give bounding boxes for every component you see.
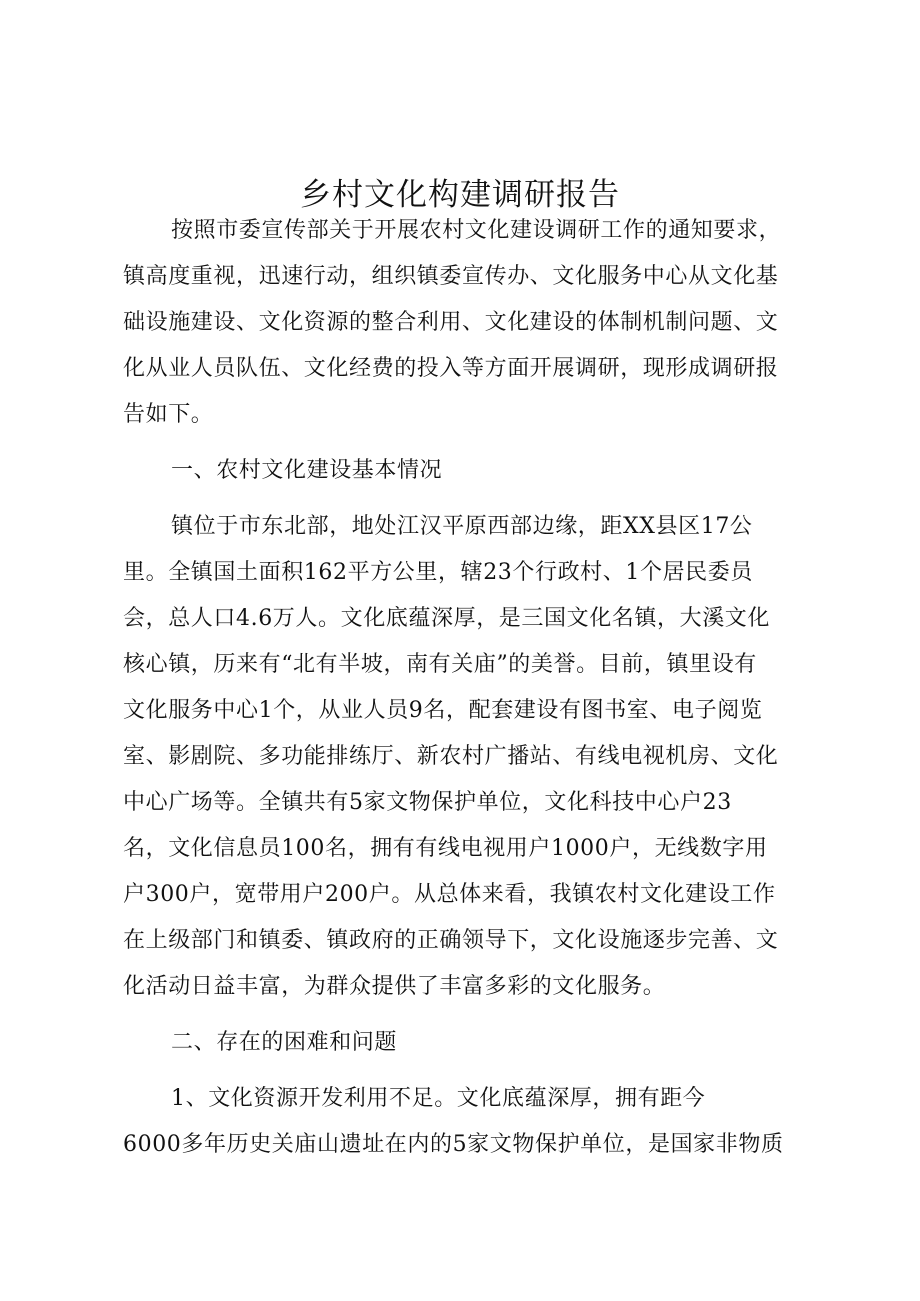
paragraph-line: 镇位于市东北部，地处江汉平原西部边缘，距XX县区17公 (171, 514, 753, 539)
paragraph-line: 告如下。 (123, 402, 214, 427)
document-title: 乡村文化构建调研报告 (300, 177, 620, 213)
paragraph-line: 文化服务中心1个，从业人员9名，配套建设有图书室、电子阅览 (123, 698, 763, 723)
paragraph-line: 镇高度重视，迅速行动，组织镇委宣传办、文化服务中心从文化基 (123, 264, 779, 289)
paragraph-line: 6000多年历史关庙山遗址在内的5家文物保护单位，是国家非物质 (123, 1132, 784, 1157)
paragraph-line: 在上级部门和镇委、镇政府的正确领导下，文化设施逐步完善、文 (123, 928, 779, 953)
paragraph-line: 室、影剧院、多功能排练厅、新农村广播站、有线电视机房、文化 (123, 744, 779, 769)
section-heading: 一、农村文化建设基本情况 (171, 458, 443, 483)
paragraph-line: 名，文化信息员100名，拥有有线电视用户1000户，无线数字用 (123, 836, 768, 861)
paragraph-line: 按照市委宣传部关于开展农村文化建设调研工作的通知要求， (171, 218, 782, 243)
paragraph-line: 核心镇，历来有“北有半坡，南有关庙”的美誉。目前，镇里设有 (123, 652, 757, 677)
paragraph-line: 化活动日益丰富，为群众提供了丰富多彩的文化服务。 (123, 974, 666, 999)
paragraph-line: 化从业人员队伍、文化经费的投入等方面开展调研，现形成调研报 (123, 356, 779, 381)
paragraph-line: 会，总人口4.6万人。文化底蕴深厚，是三国文化名镇，大溪文化 (123, 606, 770, 631)
paragraph-line: 户300户，宽带用户200户。从总体来看，我镇农村文化建设工作 (123, 882, 776, 907)
section-heading: 二、存在的困难和问题 (171, 1030, 398, 1055)
document-body (123, 208, 803, 1168)
paragraph-line: 1、文化资源开发利用不足。文化底蕴深厚，拥有距今 (171, 1086, 706, 1111)
paragraph-line: 础设施建设、文化资源的整合利用、文化建设的体制机制问题、文 (123, 310, 779, 335)
paragraph-line: 中心广场等。全镇共有5家文物保护单位，文化科技中心户23 (123, 790, 732, 815)
paragraph-line: 里。全镇国土面积162平方公里，辖23个行政村、1个居民委员 (123, 560, 753, 585)
